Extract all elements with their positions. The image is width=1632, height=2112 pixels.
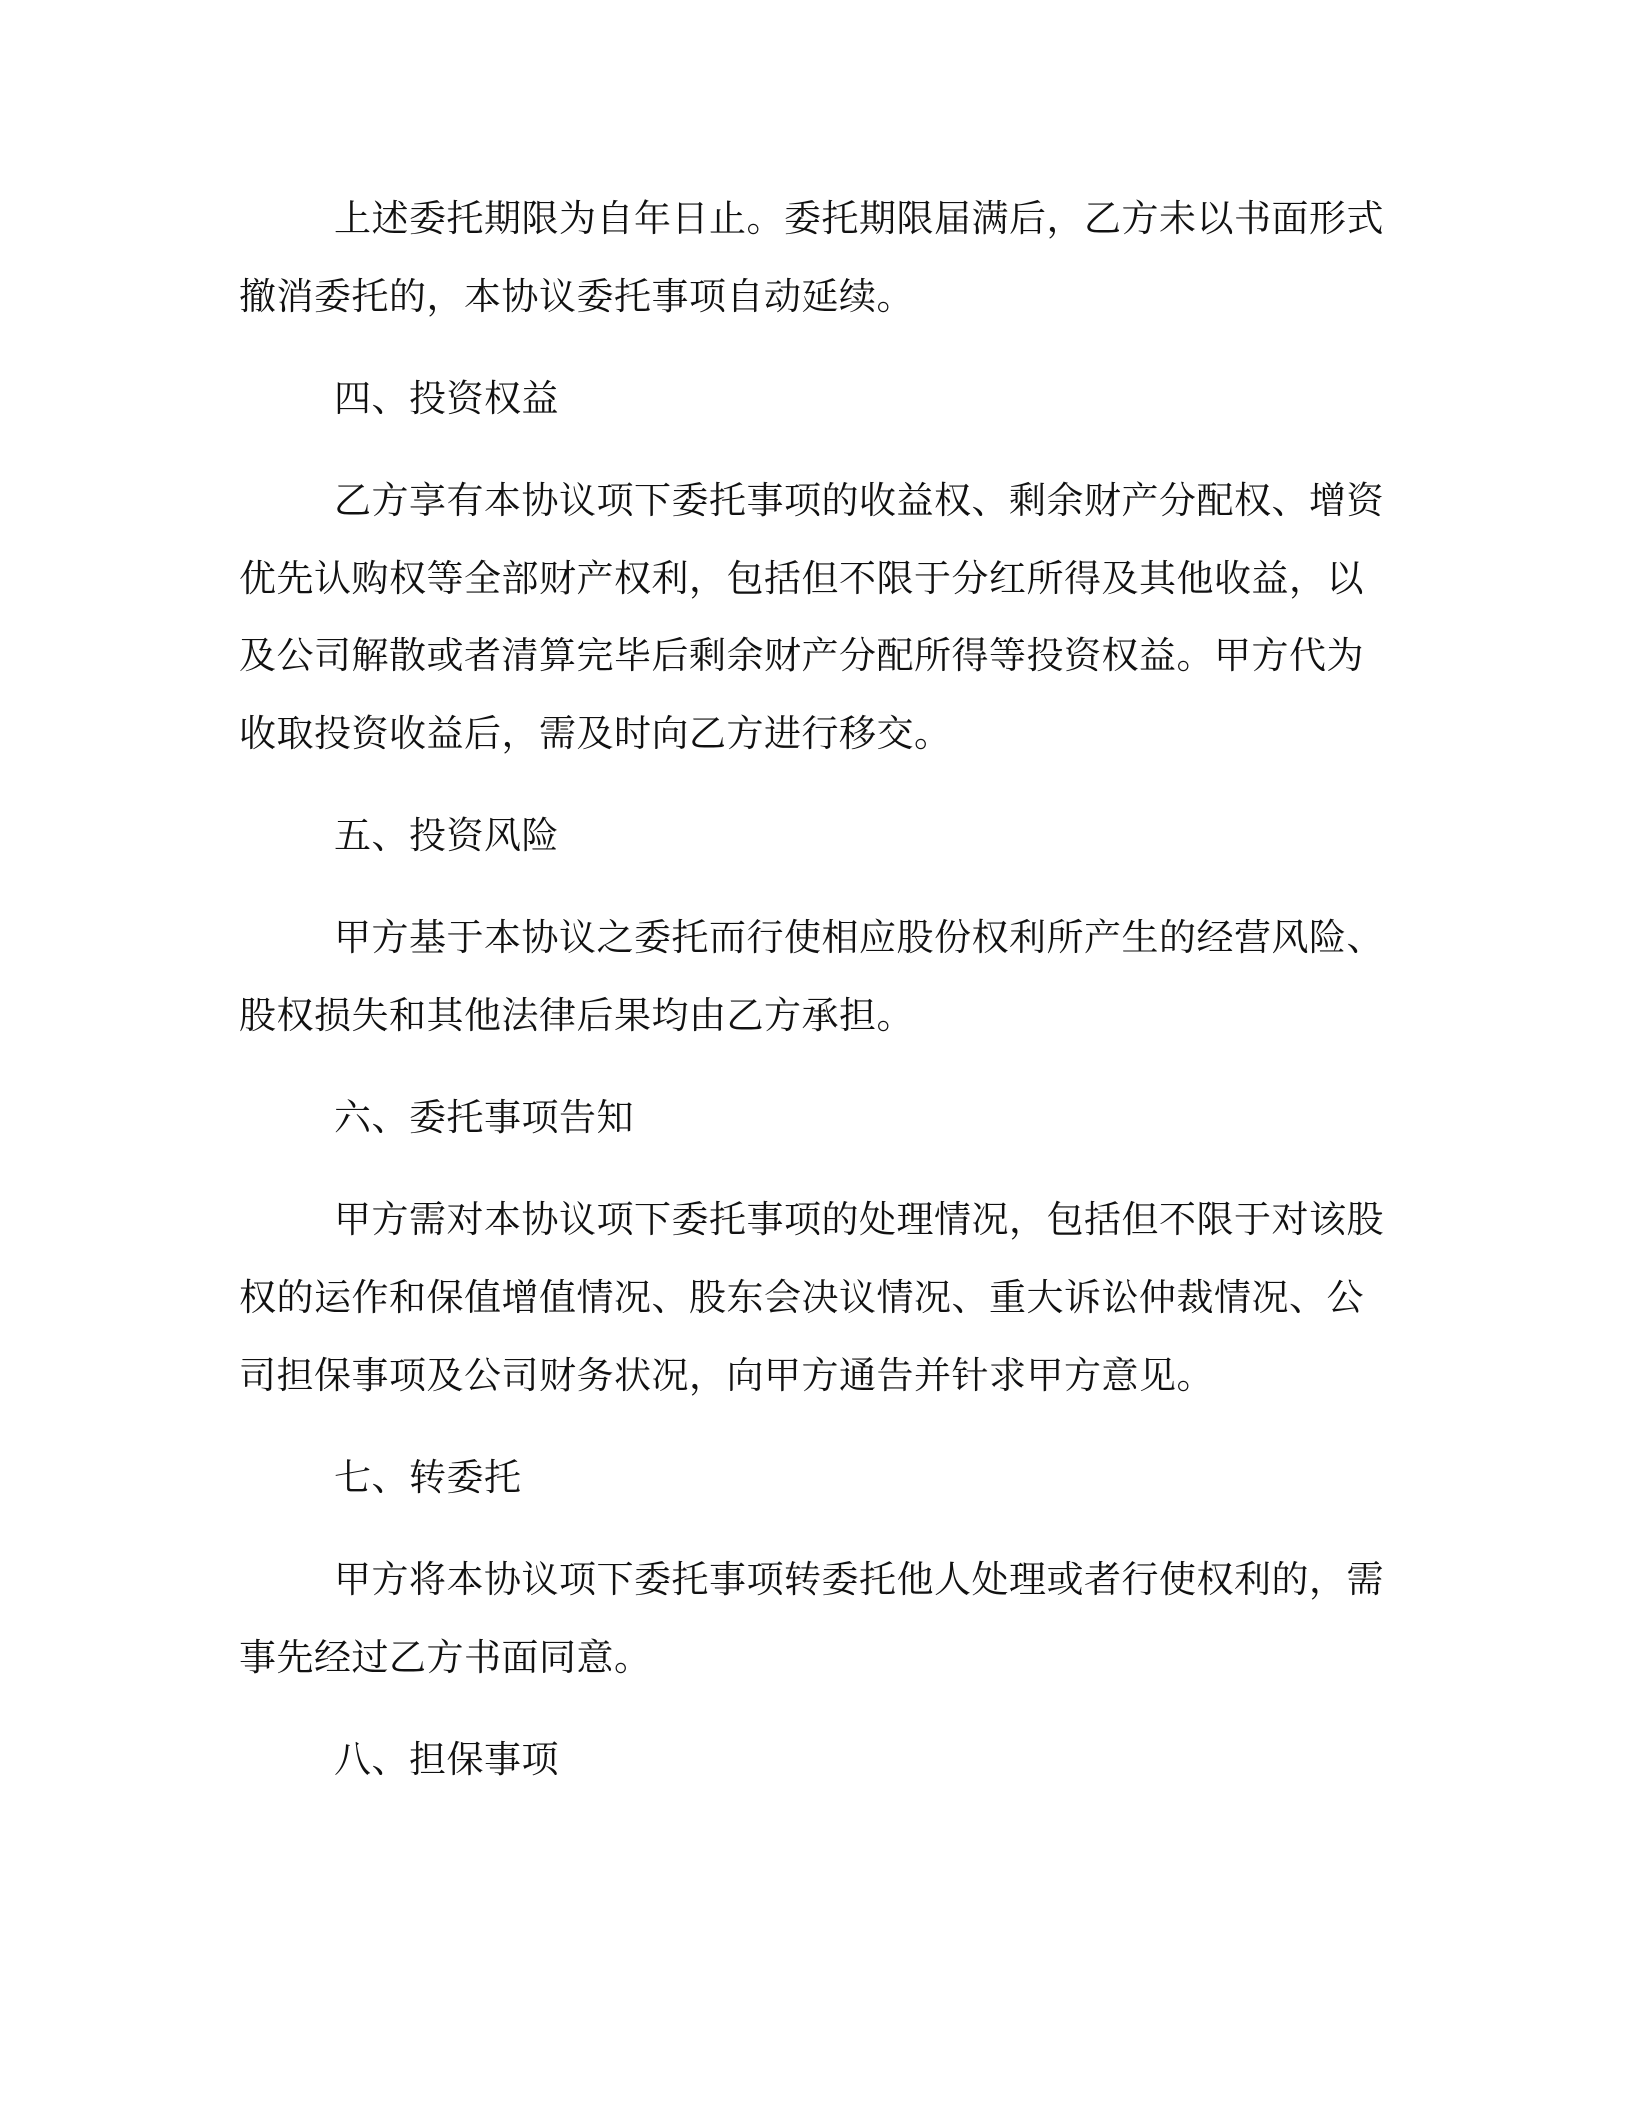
paragraph-line: 上述委托期限为自年日止。委托期限届满后，乙方未以书面形式 (334, 197, 1384, 240)
section-heading-guarantee: 八、担保事项 (334, 1738, 559, 1781)
paragraph-line: 权的运作和保值增值情况、股东会决议情况、重大诉讼仲裁情况、公 (239, 1276, 1364, 1319)
section-heading-investment-rights: 四、投资权益 (334, 377, 559, 420)
paragraph-line: 事先经过乙方书面同意。 (239, 1636, 652, 1679)
paragraph-line: 优先认购权等全部财产权利，包括但不限于分红所得及其他收益，以 (239, 557, 1364, 600)
paragraph-line: 及公司解散或者清算完毕后剩余财产分配所得等投资权益。甲方代为 (239, 634, 1364, 677)
paragraph-line: 甲方基于本协议之委托而行使相应股份权利所产生的经营风险、 (334, 916, 1384, 959)
paragraph-line: 收取投资收益后，需及时向乙方进行移交。 (239, 712, 952, 755)
paragraph-line: 甲方需对本协议项下委托事项的处理情况，包括但不限于对该股 (334, 1198, 1384, 1241)
paragraph-line: 乙方享有本协议项下委托事项的收益权、剩余财产分配权、增资 (334, 479, 1384, 522)
section-heading-subdelegation: 七、转委托 (334, 1456, 522, 1499)
section-heading-investment-risk: 五、投资风险 (334, 814, 559, 857)
paragraph-line: 司担保事项及公司财务状况，向甲方通告并针求甲方意见。 (239, 1354, 1214, 1397)
paragraph-line: 股权损失和其他法律后果均由乙方承担。 (239, 994, 914, 1037)
paragraph-line: 撤消委托的，本协议委托事项自动延续。 (239, 275, 914, 318)
paragraph-line: 甲方将本协议项下委托事项转委托他人处理或者行使权利的，需 (334, 1558, 1384, 1601)
section-heading-notification: 六、委托事项告知 (334, 1096, 634, 1139)
